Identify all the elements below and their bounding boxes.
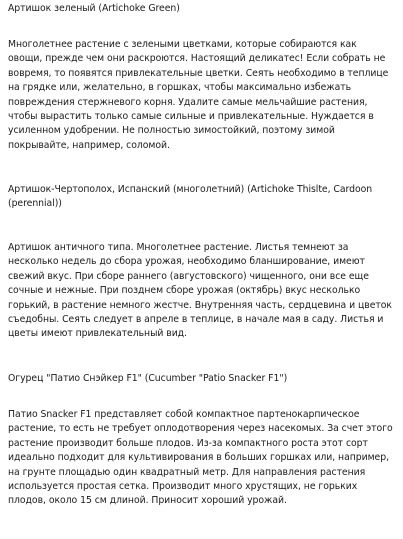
section-paragraph-cucumber-patio-snacker: Патио Snacker F1 представляет собой компактное партенокарпическое растение, то есть не требует оплодотворения через насекомых. За счет этого растение производит больше плодов. Из-за компактного роста этот сорт идеально подходит для культивирования в больших горшках или, например, на грунте площадью один квадратный метр. Для направления растения используется простая сетка. Производит много хрустящих, не горьких плодов, около 15 см длиной. Приносит хороший урожай. bbox=[8, 409, 393, 507]
section-paragraph-artichoke-thistle: Артишок античного типа. Многолетнее растение. Листья темнеют за несколько недель до сбора урожая, необходимо бланширование, имеют свежий вкус. При сборе раннего (августовского) чищенного, они все еще сочные и нежные. При позднем сборе урожая (октябрь) вкус несколько горький, в растение немного жестче. Внутренняя часть, сердцевина и цветок съедобны. Сеять следует в апреле в теплице, в начале мая в саду. Листья и цветы имеют привлекательный вид. bbox=[8, 242, 392, 340]
section-heading-artichoke-green: Артишок зеленый (Artichoke Green) bbox=[8, 3, 180, 14]
section-paragraph-artichoke-green: Многолетнее растение с зелеными цветками, которые собираются как овощи, прежде чем они раскроются. Настоящий деликатес! Если собрать не вовремя, то появятся привлекательные цветки. Сеять необходимо в теплице на грядке или, желательно, в горшках, чтобы максимально избежать повреждения стержневого корня. Удалите самые мельчайшие растения, чтобы вырастить только самые сильные и привлекательные. Нуждается в усиленном удобрении. Не полностью зимостойкий, поэтому зимой покрывайте, например, соломой. bbox=[8, 39, 389, 151]
section-heading-cucumber-patio-snacker: Огурец "Патио Снэйкер F1" (Cucumber "Patio Snacker F1") bbox=[8, 373, 288, 384]
section-heading-artichoke-thistle: Артишок-Чертополох, Испанский (многолетний) (Artichoke Thislte, Cardoon (perennial)) bbox=[8, 184, 373, 210]
